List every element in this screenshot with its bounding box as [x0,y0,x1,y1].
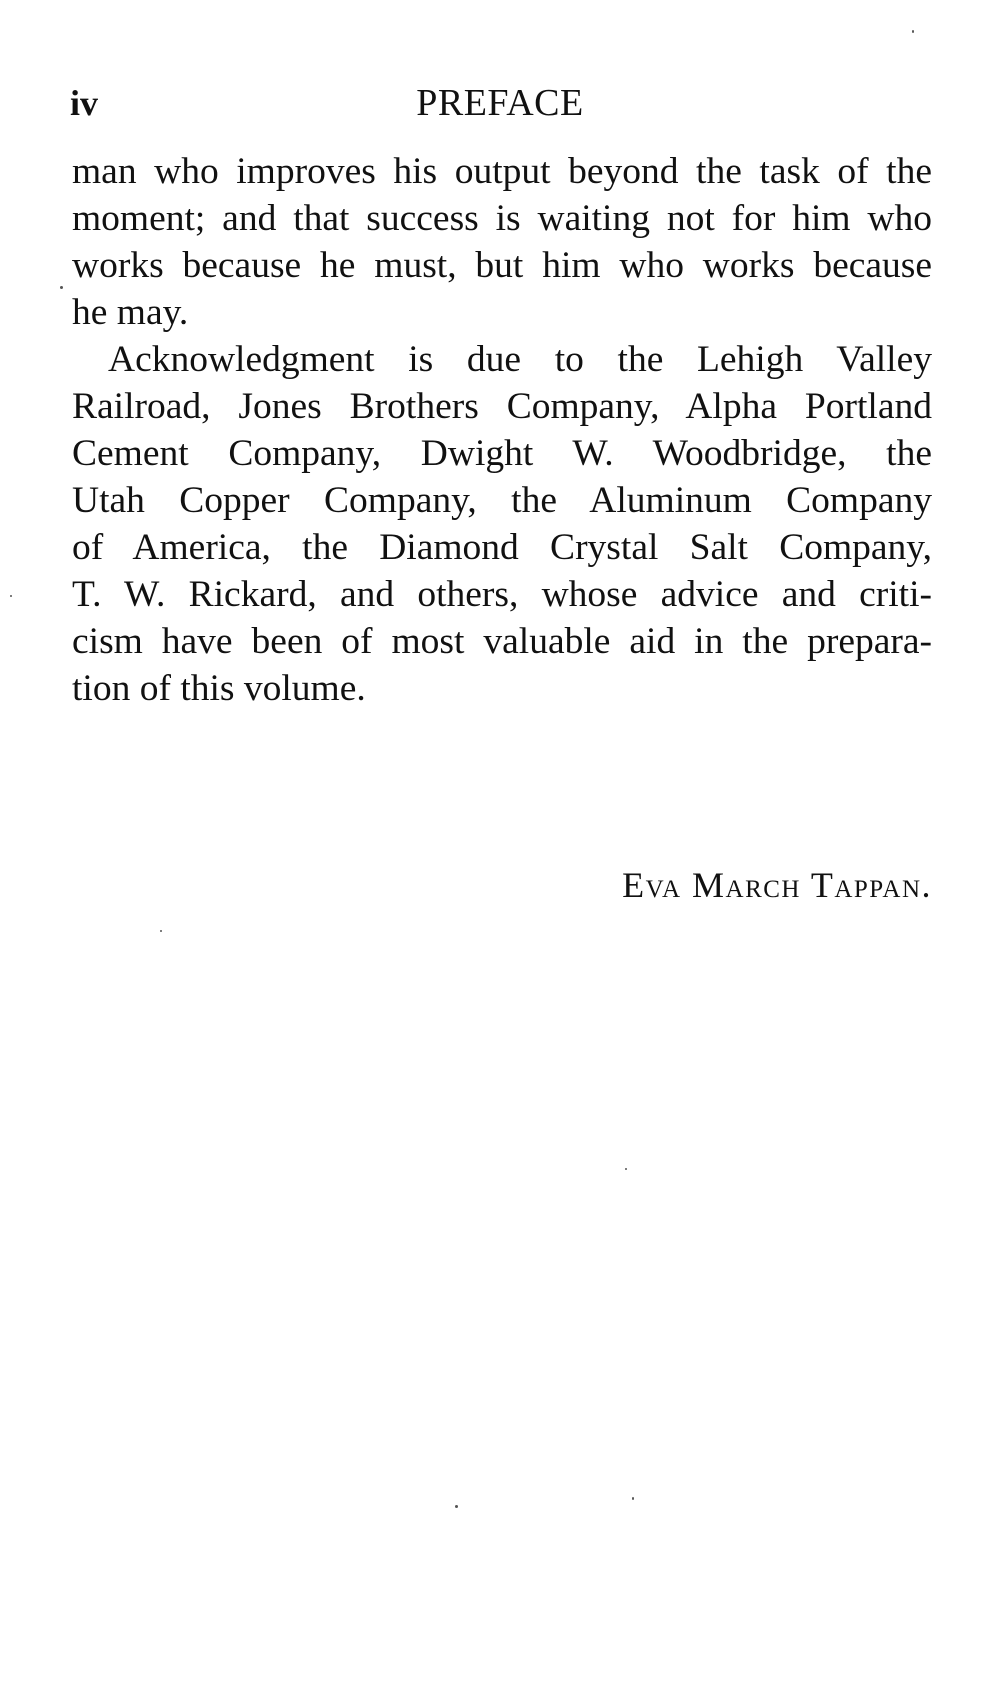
text-line: man who improves his output beyond the task of the [72,151,932,192]
scan-speck [60,286,63,289]
author-signature: Eva March Tappan. [622,865,932,905]
scan-speck [10,595,12,597]
running-head [70,78,930,128]
preface-body [72,148,932,905]
scan-speck [632,1497,634,1500]
text-line: Utah Copper Company, the Aluminum Company [72,480,932,521]
page-number: iv [70,83,99,123]
text-line: moment; and that success is waiting not for him who [72,198,932,239]
scan-speck [160,930,162,932]
text-line: Railroad, Jones Brothers Company, Alpha Portland [72,386,932,427]
text-line: Cement Company, Dwight W. Woodbridge, the [72,433,932,474]
text-line: tion of this volume. [72,668,366,709]
paragraph-acknowledgment [72,336,932,712]
text-line: works because he must, but him who works because [72,245,932,286]
paragraph-continuation [72,148,932,336]
text-line: cism have been of most valuable aid in the prepara- [72,621,932,662]
scan-speck [625,1168,627,1170]
running-title: PREFACE [416,82,584,124]
text-line: Acknowledgment is due to the Lehigh Valley [108,339,932,380]
text-line: he may. [72,292,189,333]
text-line: T. W. Rickard, and others, whose advice and criti- [72,574,932,615]
scan-speck [912,30,914,33]
scan-speck [455,1505,458,1508]
text-line: of America, the Diamond Crystal Salt Company, [72,527,932,568]
